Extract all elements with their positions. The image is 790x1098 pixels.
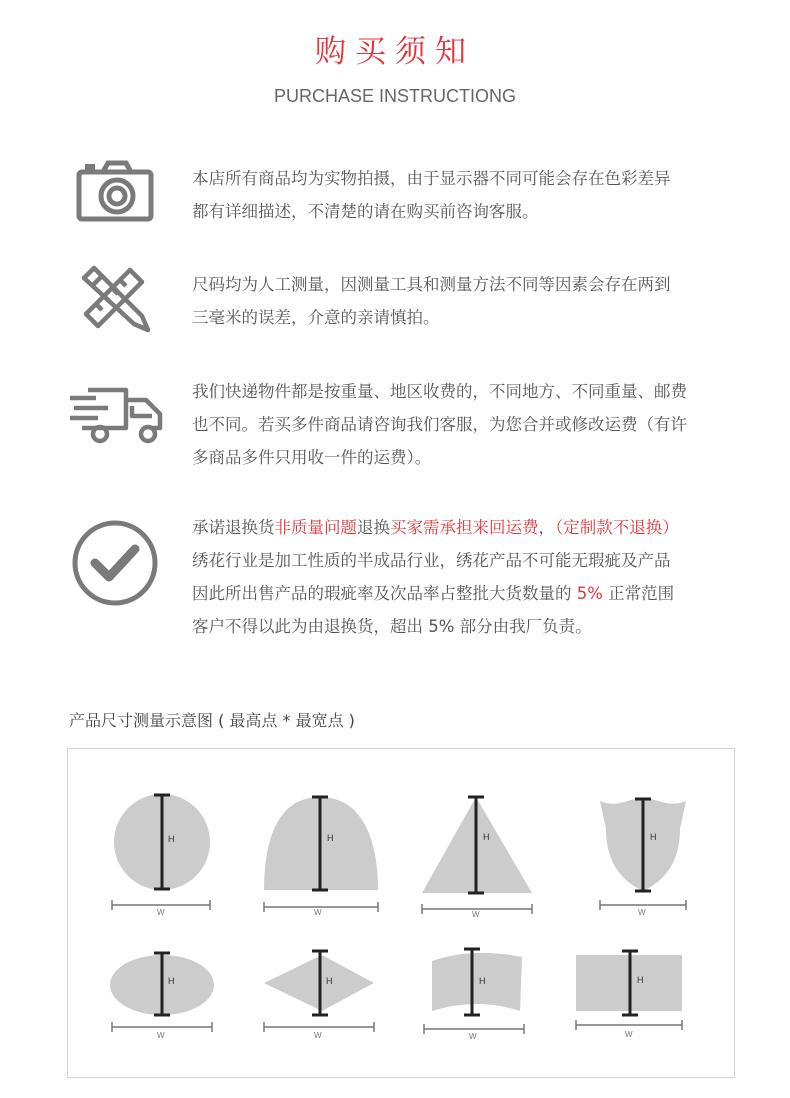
shape-circle <box>112 794 210 917</box>
checkmark-circle-icon <box>71 519 159 607</box>
shape-arch <box>264 797 378 917</box>
shape-rectangle <box>576 951 682 1039</box>
height-label: H <box>168 834 175 844</box>
size-chart-title: 产品尺寸测量示意图 ( 最高点 * 最宽点 ) <box>69 711 355 730</box>
notice-line: 也不同。若买多件商品请咨询我们客服，为您合并或修改运费（有许 <box>192 415 687 434</box>
notice-line: 绣花行业是加工性质的半成品行业，绣花产品不可能无瑕疵及产品 <box>192 551 671 570</box>
height-label: H <box>637 975 644 985</box>
text-segment: 承诺退换货 <box>192 518 275 537</box>
width-label: W <box>469 1032 477 1041</box>
notice-line: 客户不得以此为由退换货，超出 5% 部分由我厂负责。 <box>192 617 592 636</box>
width-label: W <box>157 908 165 917</box>
width-label: W <box>314 1031 322 1040</box>
highlight-text: 5% <box>576 584 603 603</box>
text-segment: ， <box>538 518 555 537</box>
shape-shield <box>600 799 686 917</box>
width-label: W <box>638 908 646 917</box>
notice-line: 尺码均为人工测量，因测量工具和测量方法不同等因素会存在两到 <box>192 275 671 294</box>
text-segment: 因此所出售产品的瑕疵率及次品率占整批大货数量的 <box>192 584 577 603</box>
height-label: H <box>326 976 333 986</box>
notice-line <box>192 511 752 544</box>
width-label: W <box>625 1030 633 1039</box>
width-label: W <box>314 908 322 917</box>
notice-line: 都有详细描述，不清楚的请在购买前咨询客服。 <box>192 202 539 221</box>
text-segment: 正常范围 <box>602 584 675 603</box>
shape-curved-banner <box>424 949 524 1041</box>
ruler-pencil-icon <box>78 262 152 334</box>
size-chart-diagram <box>68 749 734 1077</box>
highlight-text: 非质量问题 <box>274 518 357 537</box>
notice-photo-accuracy <box>192 162 752 228</box>
notice-line: 三毫米的误差，介意的亲请慎拍。 <box>192 308 440 327</box>
highlight-text: 买家需承担来回运费 <box>390 518 539 537</box>
notice-measurement <box>192 268 752 334</box>
camera-icon <box>76 158 154 222</box>
shape-diamond <box>264 951 374 1040</box>
height-label: H <box>479 976 486 986</box>
width-label: W <box>472 910 480 919</box>
notice-line: 本店所有商品均为实物拍摄，由于显示器不同可能会存在色彩差异 <box>192 169 671 188</box>
shape-ellipse <box>110 953 214 1040</box>
page-title: 购买须知 <box>315 34 475 70</box>
notice-returns <box>192 511 752 643</box>
height-label: H <box>483 832 490 842</box>
page-subtitle: PURCHASE INSTRUCTIONG <box>273 86 516 106</box>
notice-line: 多商品多件只用收一件的运费）。 <box>192 448 432 467</box>
width-label: W <box>157 1031 165 1040</box>
height-label: H <box>168 976 175 986</box>
shape-triangle <box>422 797 532 919</box>
height-label: H <box>327 833 334 843</box>
text-segment: 退换 <box>357 518 390 537</box>
notice-line: 我们快递物件都是按重量、地区收费的，不同地方、不同重量、邮费 <box>192 382 687 401</box>
notice-shipping <box>192 375 752 474</box>
height-label: H <box>650 832 657 842</box>
size-chart-frame <box>67 748 735 1078</box>
notice-line <box>192 577 752 610</box>
highlight-text: （定制款不退换） <box>555 518 679 537</box>
delivery-truck-icon <box>68 386 166 446</box>
